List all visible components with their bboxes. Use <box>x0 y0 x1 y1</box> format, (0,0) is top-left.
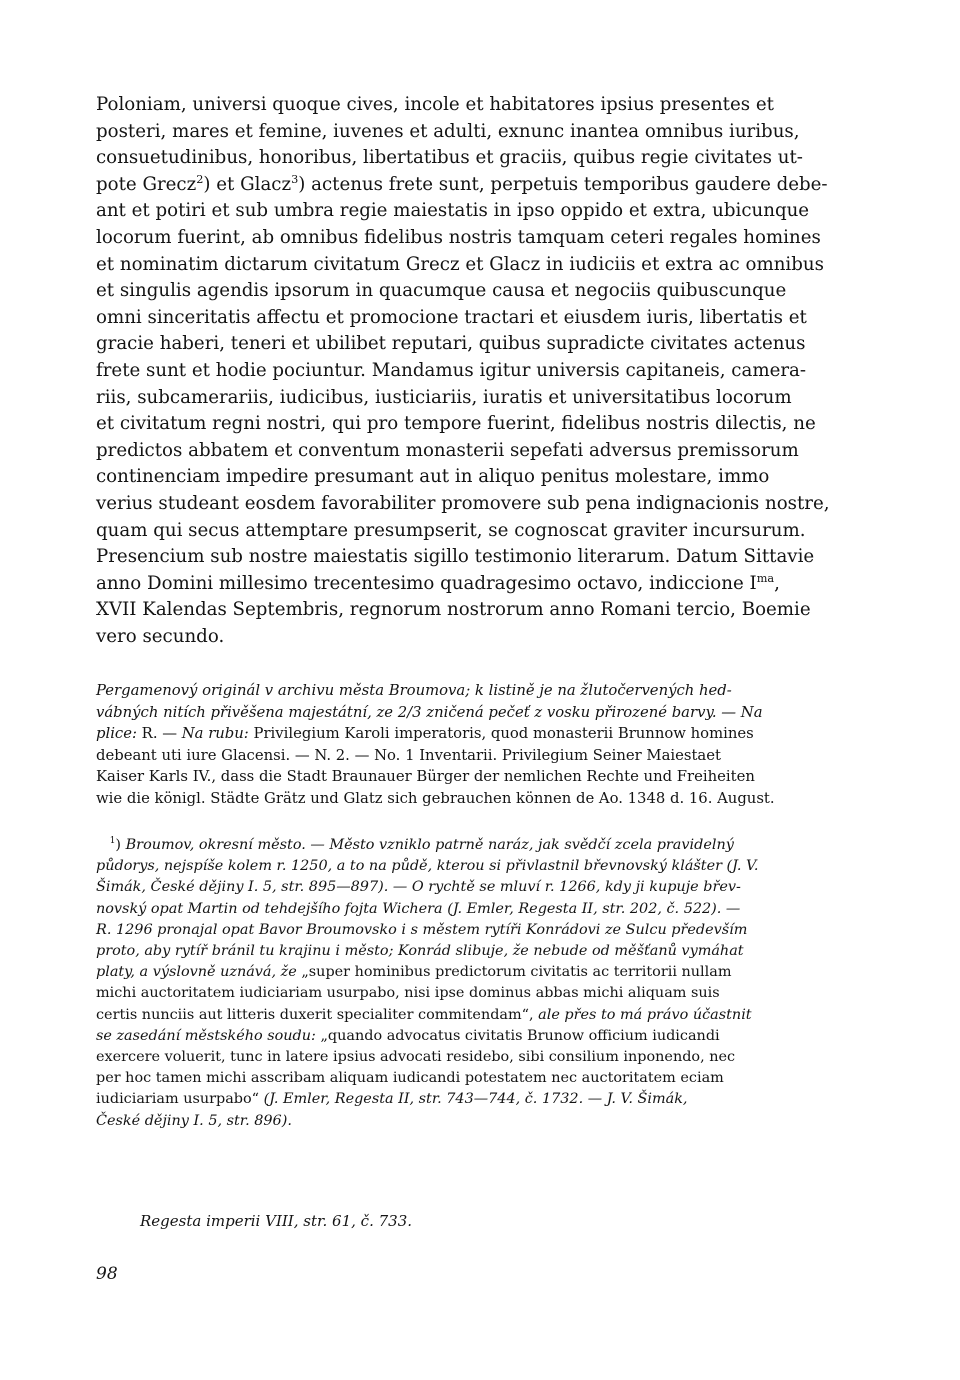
text-line: ant et potiri et sub umbra regie maiestatis in ipso oppido et extra, ubicunque <box>96 200 810 222</box>
text-line: locorum fuerint, ab omnibus fidelibus nostris tamquam ceteri regales homines <box>96 226 821 248</box>
note-line: debeant uti iure Glacensi. — N. 2. — No. 1 Inventarii. Privilegium Seiner Maiestaet <box>96 746 721 764</box>
footnote-line: $^1$) Broumov, okresní město. — Město vzniklo patrně naráz, jak svědčí zcela pravidelný <box>109 836 734 853</box>
footnote-marker: 1 <box>109 836 116 847</box>
ordinal-superscript: ma <box>756 571 775 585</box>
text-line: XVII Kalendas Septembris, regnorum nostrorum anno Romani tercio, Boemie <box>96 599 811 621</box>
footnote-fragment: se zasedání městského soudu: <box>96 1027 316 1044</box>
text-line: Presencium sub nostre maiestatis sigillo testimonio literarum. Datum Sittavie <box>96 546 815 568</box>
text-fragment: ) actenus frete sunt, perpetuis temporibus gaudere debe- <box>298 173 828 195</box>
footnote-fragment: „quando advocatus civitatis Brunow officium iudicandi <box>315 1027 720 1044</box>
text-line: riis, subcamerariis, iudicibus, iusticiariis, iuratis et universitatibus locorum <box>96 386 792 408</box>
text-line <box>96 172 866 199</box>
text-fragment: , <box>774 572 780 594</box>
archival-note <box>96 680 866 808</box>
text-line: et singulis agendis ipsorum in quacumque causa et negociis quibuscunque <box>96 280 787 302</box>
text-line: consuetudinibus, honoribus, libertatibus et graciis, quibus regie civitates ut- <box>96 147 803 169</box>
footnote-line: exercere voluerit, tunc in latere ipsius advocati residebo, sibi consilium inponendo, nec <box>96 1048 736 1065</box>
text-line: et nominatim dictarum civitatum Grecz et Glacz in iudiciis et extra ac omnibus <box>96 253 824 275</box>
footnote-line <box>96 1026 866 1047</box>
text-fragment: anno Domini millesimo trecentesimo quadragesimo octavo, indiccione I <box>96 572 757 594</box>
note-line: Pergamenový originál v archivu města Broumova; k listině je na žlutočervených hed- <box>96 682 732 700</box>
footnote-fragment: ale přes to má právo účastnit <box>538 1006 752 1023</box>
page-body <box>96 92 866 1132</box>
charter-text <box>96 92 866 650</box>
footnote-ref: 3 <box>291 172 299 186</box>
footnote-line <box>96 962 866 983</box>
text-line: et civitatum regni nostri, qui pro tempore fuerint, fidelibus nostris dilectis, ne <box>96 413 816 435</box>
footnote-line <box>96 1089 866 1110</box>
text-fragment: ) et Glacz <box>203 173 292 195</box>
text-line: continenciam impedire presumant aut in aliquo penitus molestare, immo <box>96 466 770 488</box>
text-line: gracie haberi, teneri et ubilibet reputari, quibus supradicte civitates actenus <box>96 333 806 355</box>
text-line: frete sunt et hodie pociuntur. Mandamus igitur universis capitaneis, camera- <box>96 359 807 381</box>
note-line <box>96 723 866 744</box>
footnote-line <box>96 1005 866 1026</box>
footnote-fragment: platy, a výslovně uznává, že <box>96 964 297 981</box>
text-line: quam qui secus attemptare presumpserit, se cognoscat graviter incursurum. <box>96 519 806 541</box>
footnote-fragment: iudiciariam usurpabo“ <box>96 1091 264 1108</box>
page-number: 98 <box>96 1264 118 1284</box>
footnote-fragment: certis nunciis aut litteris duxerit specialiter commitendam“, <box>96 1006 539 1023</box>
footnote-ref: 2 <box>196 172 204 186</box>
note-line: vábných nitích přivěšena majestátní, ze 2/3 zničená pečeť z vosku přirozené barvy. — Na <box>96 703 763 721</box>
footnote-line: michi auctoritatem iudiciariam usurpabo, nisi ipse dominus abbas michi aliquam suis <box>96 985 720 1002</box>
note-fragment: Privilegium Karoli imperatoris, quod monasterii Brunnow homines <box>248 725 754 743</box>
text-line: posteri, mares et femine, iuvenes et adulti, exnunc inantea omnibus iuribus, <box>96 120 800 142</box>
footnote-line: proto, aby rytíř bránil tu krajinu i město; Konrád slibuje, že nebude od měšťanů vymáhat <box>96 942 744 959</box>
footnote-fragment: (J. Emler, Regesta II, str. 743—744, č. 1732. — J. V. Šimák, <box>263 1091 688 1108</box>
text-line: predictos abbatem et conventum monasterii sepefati adversus premissorum <box>96 439 799 461</box>
note-fragment: Na rubu: <box>181 725 249 743</box>
footnote-line: půdorys, nejspíše kolem r. 1250, a to na půdě, kterou si přivlastnil břevnovský klášter (J. V. <box>96 858 759 875</box>
text-line: vero secundo. <box>96 625 225 647</box>
footnote-line: novský opat Martin od tehdejšího fojta Wichera (J. Emler, Regesta II, str. 202, č. 522). — <box>96 900 741 917</box>
footnote-fragment: „super hominibus predictorum civitatis ac territorii nullam <box>296 964 732 981</box>
footnote-line: R. 1296 pronajal opat Bavor Broumovsko i s městem rytíři Konrádovi ze Sulcu především <box>96 921 748 938</box>
text-fragment: pote Grecz <box>96 173 197 195</box>
text-line: Poloniam, universi quoque cives, incole et habitatores ipsius presentes et <box>96 94 774 115</box>
note-line: wie die königl. Städte Grätz und Glatz sich gebrauchen können de Ao. 1348 d. 16. August. <box>96 789 775 807</box>
footnote <box>96 835 866 1132</box>
regesta-reference: Regesta imperii VIII, str. 61, č. 733. <box>140 1212 413 1230</box>
note-fragment: R. — <box>136 725 182 743</box>
footnote-line: České dějiny I. 5, str. 896). <box>96 1112 292 1129</box>
footnote-fragment: Broumov, okresní město. — Město vzniklo patrně naráz, jak svědčí zcela pravidelný <box>125 836 734 853</box>
footnote-line: per hoc tamen michi asscribam aliquam iudicandi potestatem nec auctoritatem eciam <box>96 1070 724 1087</box>
text-line: verius studeant eosdem favorabiliter promovere sub pena indignacionis nostre, <box>96 492 830 514</box>
note-fragment: plice: <box>96 725 137 743</box>
text-line: omni sinceritatis affectu et promocione tractari et eiusdem iuris, libertatis et <box>96 306 807 328</box>
note-line: Kaiser Karls IV., dass die Stadt Braunauer Bürger der nemlichen Rechte und Freiheiten <box>96 768 755 786</box>
footnote-line: Šimák, České dějiny I. 5, str. 895—897). — O rychtě se mluví r. 1266, kdy ji kupuje břev- <box>96 879 741 896</box>
text-line <box>96 571 866 598</box>
